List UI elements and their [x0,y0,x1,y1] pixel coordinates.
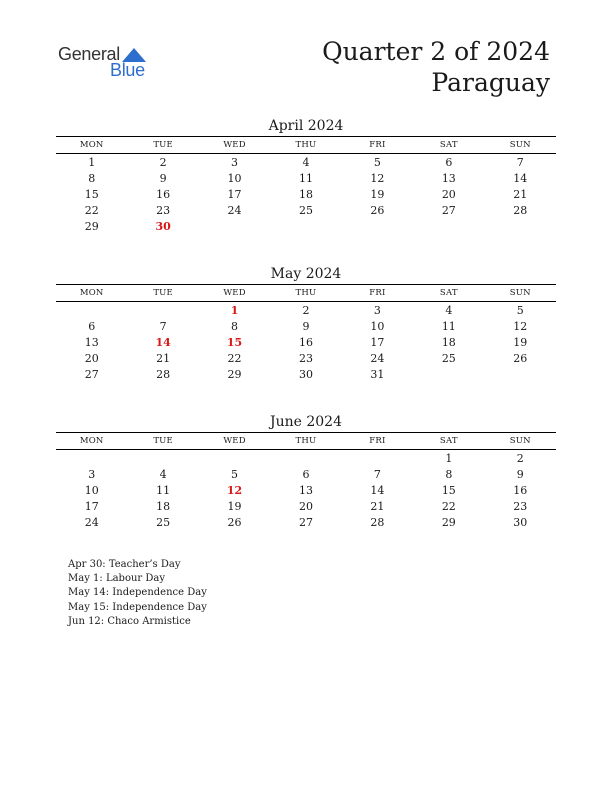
title-country: Paraguay [431,68,550,97]
month-title: May 2024 [270,266,342,282]
day-cell: 23 [513,499,528,513]
day-cell: 27 [441,203,456,217]
weekday-label: MON [79,288,104,298]
weekday-label: SAT [439,436,458,446]
day-cell: 19 [513,335,528,349]
day-cell: 2 [516,451,524,465]
page-title [322,36,550,98]
day-cell: 20 [441,187,456,201]
day-cell: 3 [373,303,381,317]
day-cell: 21 [370,499,385,513]
week-row [56,366,556,382]
day-cell: 17 [227,187,242,201]
holiday-day-cell: 12 [226,483,243,497]
week-row [56,498,556,514]
week-row [56,450,556,466]
day-cell: 4 [159,467,167,481]
day-cell: 28 [156,367,171,381]
day-cell: 10 [370,319,385,333]
day-cell: 12 [513,319,528,333]
weekday-label: SUN [509,288,531,298]
day-cell: 29 [84,219,99,233]
day-cell: 18 [441,335,456,349]
day-cell: 23 [298,351,313,365]
day-cell: 10 [84,483,99,497]
day-cell: 14 [513,171,528,185]
weekday-label: SUN [509,140,531,150]
week-row [56,466,556,482]
day-cell: 3 [88,467,96,481]
month-title: April 2024 [268,118,344,134]
week-row [56,514,556,530]
week-row [56,202,556,218]
day-cell: 25 [441,351,456,365]
title-quarter: Quarter 2 of 2024 [322,37,550,66]
day-cell: 6 [302,467,310,481]
day-cell: 4 [302,155,310,169]
day-cell: 9 [159,171,167,185]
week-row [56,170,556,186]
day-cell: 11 [156,483,171,497]
weekday-label: WED [223,436,246,446]
day-cell: 3 [231,155,239,169]
holiday-notes [68,558,207,629]
day-cell: 20 [84,351,99,365]
day-cell: 18 [298,187,313,201]
weekday-label: THU [295,140,317,150]
holiday-note: Jun 12: Chaco Armistice [68,615,191,627]
holiday-day-cell: 30 [155,219,171,233]
day-cell: 26 [227,515,242,529]
weekday-label: TUE [153,436,173,446]
day-cell: 11 [298,171,313,185]
day-cell: 6 [445,155,453,169]
day-cell: 24 [227,203,242,217]
day-cell: 27 [84,367,99,381]
day-cell: 2 [159,155,167,169]
day-cell: 29 [227,367,242,381]
day-cell: 15 [441,483,456,497]
week-row [56,154,556,170]
weekday-header-row [56,137,556,154]
holiday-day-cell: 1 [230,303,239,317]
day-cell: 17 [84,499,99,513]
day-cell: 10 [227,171,242,185]
month-calendar [56,264,556,382]
weekday-label: MON [79,140,104,150]
holiday-note: May 1: Labour Day [68,573,165,585]
day-cell: 8 [445,467,453,481]
month-title: June 2024 [269,414,342,430]
day-cell: 8 [88,171,96,185]
day-cell: 7 [373,467,381,481]
day-cell: 2 [302,303,310,317]
day-cell: 31 [370,367,385,381]
generalblue-logo [58,44,158,84]
day-cell: 26 [370,203,385,217]
day-cell: 16 [156,187,171,201]
logo-text-blue: Blue [110,60,145,80]
day-cell: 28 [513,203,528,217]
day-cell: 17 [370,335,385,349]
day-cell: 6 [88,319,96,333]
day-cell: 27 [298,515,313,529]
day-cell: 22 [441,499,456,513]
holiday-day-cell: 14 [155,335,171,349]
weekday-label: FRI [369,140,386,150]
day-cell: 29 [441,515,456,529]
week-row [56,186,556,202]
logo-text-general: General [58,44,120,64]
weekday-header-row [56,433,556,450]
day-cell: 13 [84,335,99,349]
day-cell: 5 [516,303,524,317]
day-cell: 21 [513,187,528,201]
day-cell: 30 [513,515,528,529]
weekday-label: FRI [369,288,386,298]
day-cell: 12 [370,171,385,185]
weekday-label: WED [223,140,246,150]
week-row [56,302,556,318]
day-cell: 7 [516,155,524,169]
day-cell: 9 [516,467,524,481]
day-cell: 4 [445,303,453,317]
week-row [56,334,556,350]
day-cell: 13 [441,171,456,185]
weekday-label: SUN [509,436,531,446]
holiday-note: May 14: Independence Day [68,587,207,599]
weekday-label: TUE [153,288,173,298]
day-cell: 15 [84,187,99,201]
day-cell: 22 [227,351,242,365]
weekday-label: THU [295,436,317,446]
day-cell: 24 [370,351,385,365]
holiday-note: May 15: Independence Day [68,601,207,613]
day-cell: 1 [445,451,453,465]
day-cell: 16 [513,483,528,497]
weekday-header-row [56,285,556,302]
day-cell: 8 [231,319,239,333]
day-cell: 14 [370,483,385,497]
day-cell: 30 [298,367,313,381]
weekday-label: SAT [439,288,458,298]
weekday-label: FRI [369,436,386,446]
week-row [56,350,556,366]
day-cell: 19 [227,499,242,513]
day-cell: 24 [84,515,99,529]
day-cell: 7 [159,319,167,333]
holiday-note: Apr 30: Teacher’s Day [68,559,181,570]
day-cell: 19 [370,187,385,201]
week-row [56,218,556,234]
day-cell: 25 [298,203,313,217]
week-row [56,482,556,498]
weekday-label: SAT [439,140,458,150]
day-cell: 26 [513,351,528,365]
weekday-label: WED [223,288,246,298]
holiday-day-cell: 15 [226,335,243,349]
week-row [56,318,556,334]
day-cell: 13 [298,483,313,497]
day-cell: 21 [156,351,171,365]
day-cell: 18 [156,499,171,513]
weekday-label: TUE [153,140,173,150]
day-cell: 1 [88,155,96,169]
day-cell: 9 [302,319,310,333]
day-cell: 5 [231,467,239,481]
weekday-label: THU [295,288,317,298]
month-calendar [56,412,556,530]
day-cell: 20 [298,499,313,513]
day-cell: 5 [373,155,381,169]
day-cell: 11 [441,319,456,333]
day-cell: 16 [298,335,313,349]
day-cell: 28 [370,515,385,529]
day-cell: 22 [84,203,99,217]
weekday-label: MON [79,436,104,446]
month-calendar [56,116,556,234]
day-cell: 25 [156,515,171,529]
day-cell: 23 [156,203,171,217]
